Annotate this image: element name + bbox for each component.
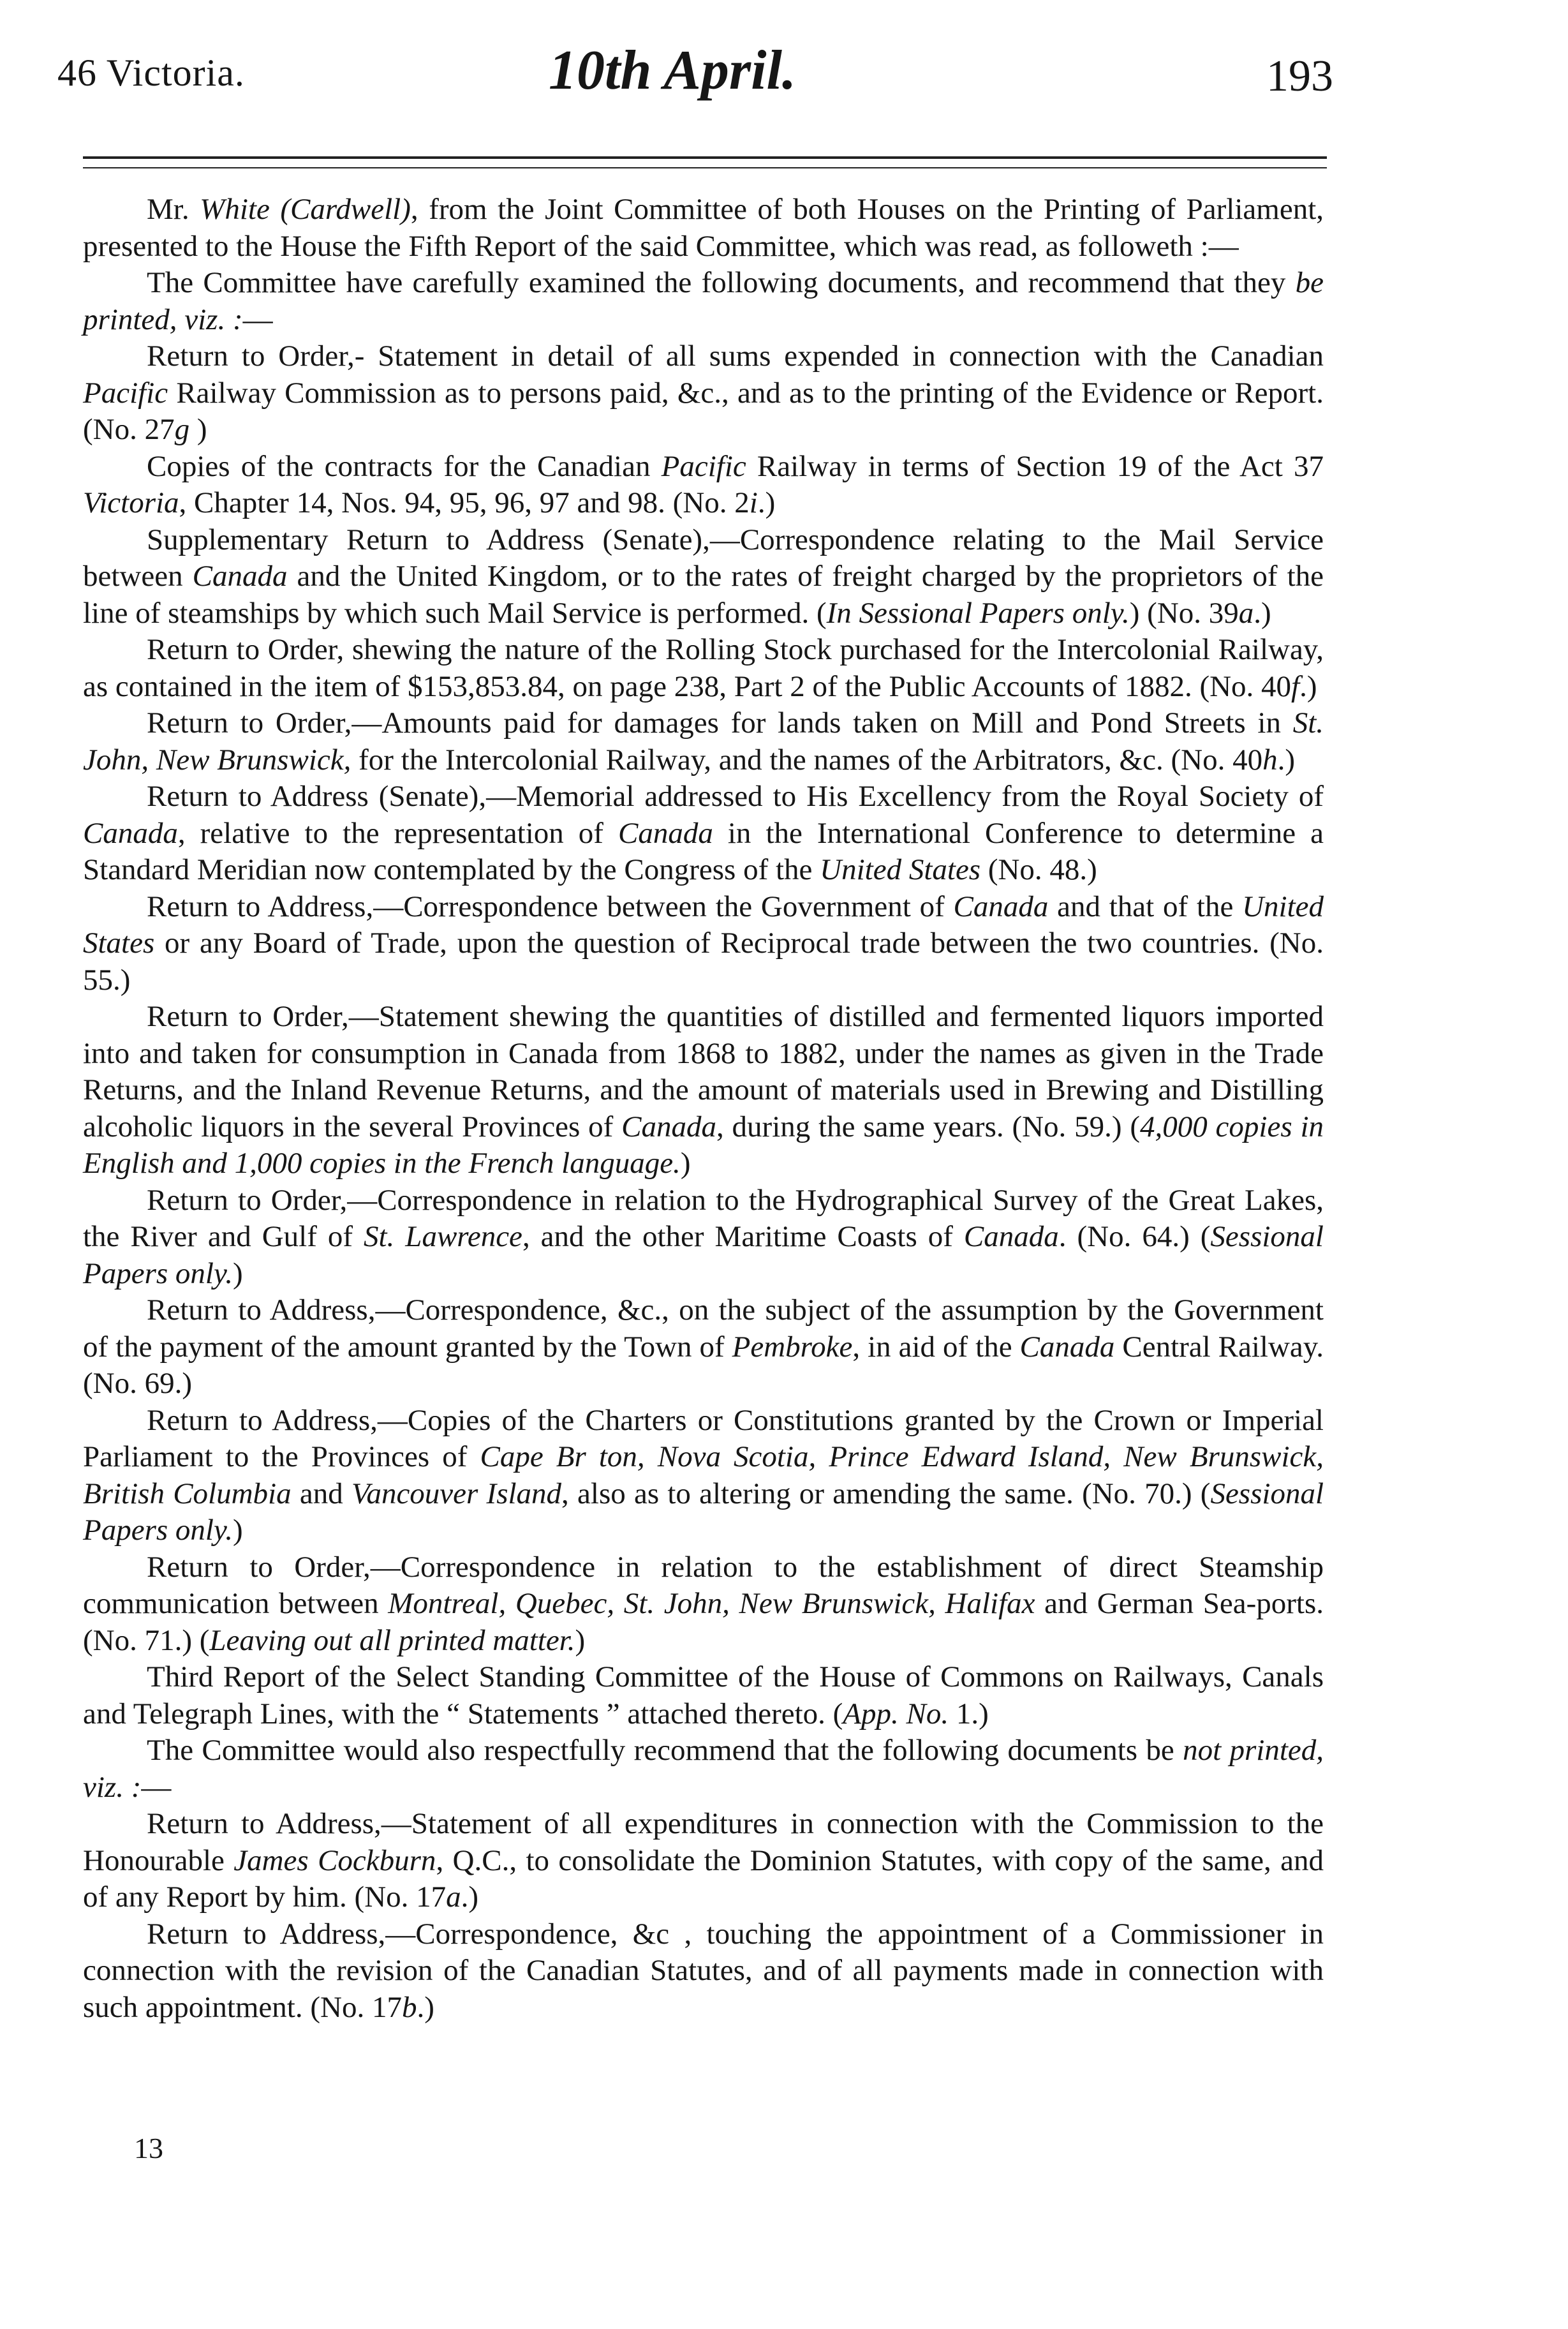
- italic-text: Canada: [1019, 1330, 1115, 1364]
- italic-text: Pacific: [83, 376, 168, 410]
- italic-text: 4,000 copies in English and 1,000 copies in the French language.: [83, 1110, 1324, 1180]
- paragraph: [83, 1732, 1324, 1806]
- paragraph: [83, 1659, 1324, 1732]
- page-header: [57, 26, 1333, 121]
- text-run: ): [575, 1623, 586, 1657]
- italic-text: i: [749, 486, 758, 519]
- italic-text: St. John, New Brunswick,: [83, 706, 1324, 777]
- italic-text: not printed, viz. :: [83, 1734, 1324, 1804]
- page-date: 10th April.: [549, 40, 796, 101]
- text-run: Return to Order,—Amounts paid for damages for lands taken on Mill and Pond Streets in: [147, 706, 1293, 740]
- paragraph: [83, 889, 1324, 999]
- paragraph: [83, 191, 1324, 265]
- italic-text: Canada: [192, 560, 288, 593]
- text-run: —: [141, 1770, 172, 1804]
- text-run: and that of the: [1048, 889, 1243, 923]
- text-run: Return to Order,—Correspondence in relation to the establishment of direct Steamship communication between: [83, 1550, 1324, 1620]
- italic-text: Vancouver Island: [351, 1477, 562, 1510]
- italic-text: a: [1238, 596, 1254, 630]
- text-run: .): [1299, 669, 1317, 703]
- text-run: and German Sea-ports. (No. 71.) (: [83, 1587, 1324, 1657]
- text-run: or any Board of Trade, upon the question of Reciprocal trade between the two countries. (No. 55.): [83, 926, 1324, 997]
- text-run: Return to Order,—Correspondence in relation to the Hydrographical Survey of the Great Lakes, the River and Gulf of: [83, 1183, 1324, 1253]
- italic-text: Canada: [953, 889, 1049, 923]
- text-run: , in aid of the: [852, 1330, 1020, 1364]
- italic-text: Pembroke: [732, 1330, 853, 1364]
- text-run: The Committee would also respectfully recommend that the following documents be: [147, 1734, 1183, 1767]
- text-run: , also as to altering or amending the same. (No. 70.) (: [561, 1477, 1211, 1510]
- text-run: Return to Address,—Statement of all expenditures in connection with the Commission to the Honourable: [83, 1807, 1324, 1877]
- text-run: Copies of the contracts for the Canadian: [147, 449, 662, 483]
- text-run: , relative to the representation of: [177, 816, 618, 850]
- italic-text: Canada: [618, 816, 713, 850]
- paragraph: [83, 1916, 1324, 2027]
- page-number: 193: [1266, 52, 1333, 101]
- italic-text: Sessional Papers only.: [83, 1220, 1324, 1290]
- italic-text: Canada: [963, 1220, 1059, 1253]
- text-run: , Q.C., to consolidate the Dominion Statutes, with copy of the same, and of any Report by him. (No. 17: [83, 1843, 1324, 1914]
- italic-text: White (Cardwell): [200, 193, 411, 226]
- italic-text: b: [401, 1990, 417, 2024]
- body-text: [83, 191, 1324, 2026]
- session-label: 46 Victoria.: [57, 52, 245, 94]
- italic-text: Pacific: [661, 449, 746, 483]
- text-run: ): [232, 1514, 243, 1547]
- paragraph: [83, 1549, 1324, 1660]
- text-run: .): [757, 486, 776, 519]
- italic-text: Montreal, Quebec, St. John, New Brunswick, Halifax: [388, 1587, 1035, 1620]
- text-run: ): [680, 1147, 691, 1180]
- text-run: 1.): [949, 1697, 989, 1730]
- text-run: and: [291, 1477, 351, 1510]
- paragraph: [83, 705, 1324, 778]
- text-run: Railway in terms of Section 19 of the Act 37: [746, 449, 1324, 483]
- text-run: Railway Commission as to persons paid, &c., and as to the printing of the Evidence or Report. (No. 27: [83, 376, 1324, 446]
- italic-text: Canada: [83, 816, 178, 850]
- paragraph: [83, 999, 1324, 1182]
- italic-text: Victoria: [83, 486, 179, 519]
- text-run: , during the same years. (No. 59.) (: [716, 1110, 1140, 1143]
- italic-text: be printed, viz. :: [83, 266, 1324, 336]
- text-run: (No. 48.): [980, 853, 1097, 886]
- italic-text: Cape Br ton, Nova Scotia, Prince Edward Island, New Brunswick, British Columbia: [83, 1440, 1324, 1510]
- text-run: ): [189, 413, 207, 446]
- text-run: , and the other Maritime Coasts of: [522, 1220, 964, 1253]
- italic-text: g: [174, 413, 190, 446]
- text-run: Return to Order, shewing the nature of the Rolling Stock purchased for the Intercolonial Railway, as contained in the item of $153,853.84, on page 238, Part 2 of the Public Accounts of 1882. (No. 40: [83, 633, 1324, 703]
- paragraph: [83, 1182, 1324, 1293]
- text-run: Return to Order,- Statement in detail of all sums expended in connection with the Canadian: [147, 339, 1324, 373]
- text-run: Return to Address (Senate),—Memorial addressed to His Excellency from the Royal Society of: [147, 780, 1324, 813]
- text-run: Return to Order,—Statement shewing the quantities of distilled and fermented liquors imported into and taken for consumption in Canada from 1868 to 1882, under the names as given in the Trade Returns, and the Inland Revenue Returns, and the amount of materials used in Brewing and Distilling alcoholic liquors in the several Provinces of: [83, 1000, 1324, 1143]
- text-run: The Committee have carefully examined the following documents, and recommend that they: [147, 266, 1296, 299]
- text-run: —: [242, 302, 273, 336]
- text-run: . (No. 64.) (: [1058, 1220, 1211, 1253]
- paragraph: [83, 1403, 1324, 1549]
- italic-text: James Cockburn: [233, 1843, 436, 1877]
- signature-mark: 13: [134, 2132, 163, 2164]
- italic-text: f: [1291, 669, 1300, 703]
- paragraph: [83, 1806, 1324, 1916]
- italic-text: h: [1262, 743, 1278, 777]
- text-run: , from the Joint Committee of both Houses on the Printing of Parliament, presented to the House the Fifth Report of the said Committee, which was read, as followeth :—: [83, 193, 1324, 263]
- paragraph: [83, 449, 1324, 522]
- text-run: ) (No. 39: [1129, 596, 1239, 630]
- text-run: .): [417, 1990, 434, 2024]
- paragraph: [83, 1292, 1324, 1403]
- text-run: , Chapter 14, Nos. 94, 95, 96, 97 and 98. (No. 2: [179, 486, 750, 519]
- header-rule-thin: [83, 167, 1327, 168]
- text-run: in the International Conference to determine a Standard Meridian now contemplated by the Congress of the: [83, 816, 1324, 886]
- paragraph: [83, 632, 1324, 705]
- text-run: for the Intercolonial Railway, and the names of the Arbitrators, &c. (No. 40: [351, 743, 1263, 777]
- paragraph: [83, 522, 1324, 632]
- italic-text: St. Lawrence: [364, 1220, 522, 1253]
- text-run: Return to Address,—Correspondence between the Government of: [147, 889, 954, 923]
- paragraph: [83, 265, 1324, 338]
- text-run: Mr.: [147, 193, 200, 226]
- italic-text: App. No.: [843, 1697, 949, 1730]
- italic-text: Sessional Papers only.: [83, 1477, 1324, 1547]
- text-run: Return to Address,—Correspondence, &c , touching the appointment of a Commissioner in connection with the revision of the Canadian Statutes, and of all payments made in connection with such appointment. (No. 17: [83, 1917, 1324, 2024]
- italic-text: a: [446, 1880, 461, 1914]
- text-run: .): [1254, 596, 1271, 630]
- italic-text: United States: [820, 853, 981, 886]
- paragraph: [83, 778, 1324, 889]
- text-run: Central Railway. (No. 69.): [83, 1330, 1324, 1400]
- text-run: Third Report of the Select Standing Committee of the House of Commons on Railways, Canals and Telegraph Lines, with the “ Statements ” attached thereto. (: [83, 1660, 1324, 1730]
- text-run: ): [232, 1256, 243, 1290]
- italic-text: In Sessional Papers only.: [826, 596, 1130, 630]
- paragraph: [83, 338, 1324, 449]
- text-run: .): [461, 1880, 479, 1914]
- text-run: Supplementary Return to Address (Senate),—Correspondence relating to the Mail Service between: [83, 523, 1324, 593]
- text-run: Return to Address,—Copies of the Charters or Constitutions granted by the Crown or Imperial Parliament to the Provinces of: [83, 1403, 1324, 1473]
- text-run: and the United Kingdom, or to the rates of freight charged by the proprietors of the line of steamships by which such Mail Service is performed. (: [83, 560, 1324, 630]
- text-run: .): [1277, 743, 1295, 777]
- italic-text: Leaving out all printed matter.: [209, 1623, 575, 1657]
- italic-text: Canada: [621, 1110, 716, 1143]
- text-run: Return to Address,—Correspondence, &c., on the subject of the assumption by the Government of the payment of the amount granted by the Town of: [83, 1293, 1324, 1364]
- italic-text: United States: [83, 889, 1324, 960]
- header-rule: [83, 156, 1327, 159]
